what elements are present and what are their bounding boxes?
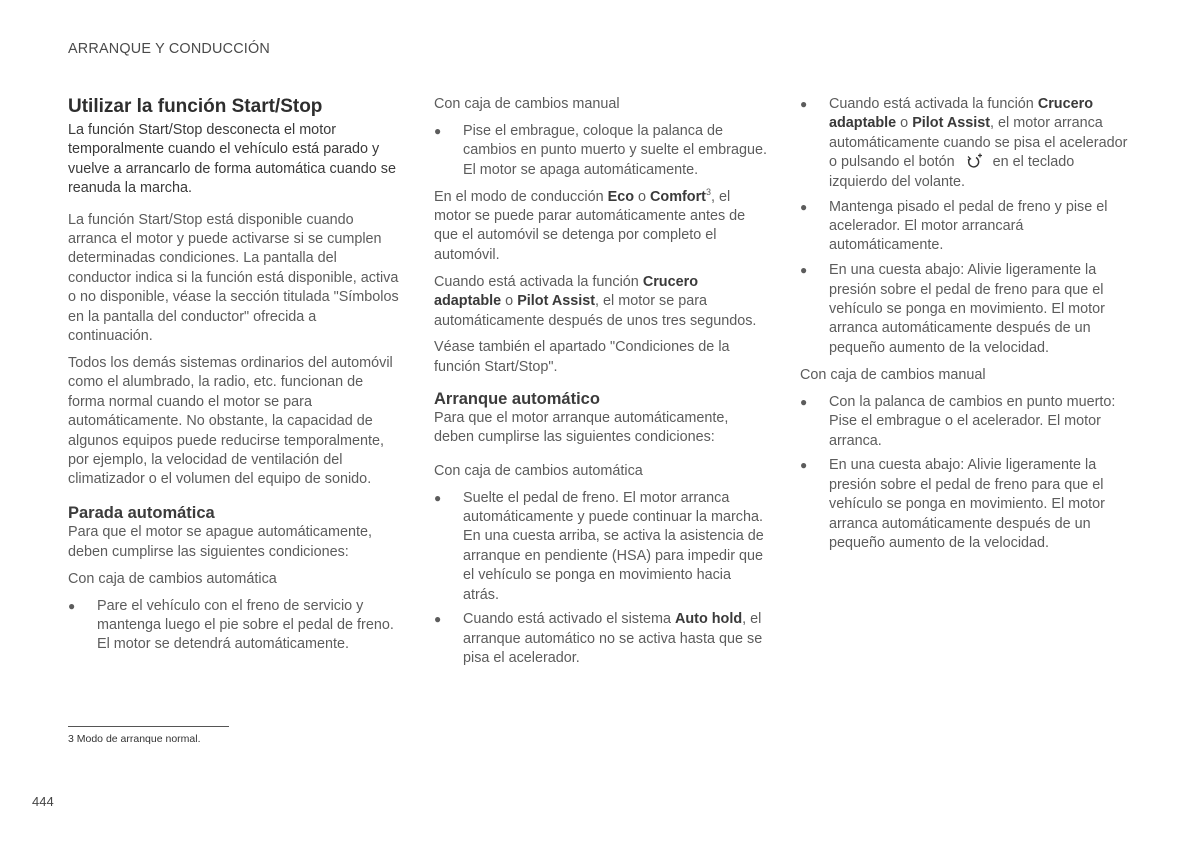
bullet-icon: ● <box>434 490 442 505</box>
bullet-list <box>800 95 1135 358</box>
list-item: ● Pare el vehículo con el freno de servicio y mantenga luego el pie sobre el pedal de freno. El motor se detendrá automáticamente. <box>68 597 394 653</box>
page-number: 444 <box>32 794 54 809</box>
subheading-automatic: Con caja de cambios automática <box>434 462 643 479</box>
list-item: ● Cuando está activado el sistema Auto hold, el arranque automático no se activa hasta que se pisa el acelerador. <box>434 611 763 667</box>
bullet-icon: ● <box>68 598 76 613</box>
section-title: Utilizar la función Start/Stop <box>68 96 323 117</box>
paragraph: La función Start/Stop está disponible cuando arranca el motor y puede activarse si se cumplen determinadas condiciones. La pantalla del conductor indica si la función está disponible, activa o no disponible, véase la sección titulada "Símbolos en la pantalla del conductor" ofrecida a continuación. <box>68 211 399 345</box>
column-1 <box>68 95 400 662</box>
list-item: ● Con la palanca de cambios en punto muerto: Pise el embrague o el acelerador. El motor arranca. <box>800 393 1116 449</box>
bullet-list <box>434 489 769 669</box>
list-item: ● Mantenga pisado el pedal de freno y pise el acelerador. El motor arrancará automáticamente. <box>800 198 1108 254</box>
bullet-list <box>68 597 400 655</box>
bullet-icon: ● <box>800 394 808 409</box>
paragraph: Cuando está activada la función Crucero adaptable o Pilot Assist, el motor se para automáticamente después de unos tres segundos. <box>434 273 757 329</box>
bullet-list <box>800 393 1135 554</box>
list-item: ● Pise el embrague, coloque la palanca de cambios en punto muerto y suelte el embrague. El motor se apaga automáticamente. <box>434 122 767 178</box>
subheading-manual: Con caja de cambios manual <box>800 366 986 383</box>
footnote: 3 Modo de arranque normal. <box>68 733 201 745</box>
subheading-automatic: Con caja de cambios automática <box>68 570 277 587</box>
column-2 <box>434 95 769 676</box>
paragraph: Para que el motor se apague automáticamente, deben cumplirse las siguientes condiciones: <box>68 524 372 560</box>
paragraph: En el modo de conducción Eco o Comfort$^3$, el motor se puede parar automáticamente antes de que el automóvil se detenga por completo el automóvil. <box>434 186 746 263</box>
footnote-divider <box>68 726 229 727</box>
cruise-resume-icon <box>963 153 985 169</box>
paragraph: Para que el motor arranque automáticamente, deben cumplirse las siguientes condiciones: <box>434 409 729 446</box>
list-item: ● Cuando está activada la función Crucero adaptable o Pilot Assist, el motor arranca automáticamente cuando se pisa el acelerador o pulsando el botón en el teclado izquierdo del volante. <box>800 96 1128 190</box>
bullet-icon: ● <box>800 263 808 278</box>
bullet-icon: ● <box>800 97 808 111</box>
paragraph: Todos los demás sistemas ordinarios del automóvil como el alumbrado, la radio, etc. funcionan de forma normal cuando el motor se para automáticamente. No obstante, la capacidad de algunos equipos puede reducirse temporalmente, por ejemplo, la velocidad de ventilación del climatizador o el volumen del equipo de sonido. <box>68 354 393 488</box>
bullet-icon: ● <box>434 612 442 627</box>
subsection-title-arranque: Arranque automático <box>434 389 600 408</box>
paragraph: Véase también el apartado "Condiciones de la función Start/Stop". <box>434 339 730 375</box>
section-header: ARRANQUE Y CONDUCCIÓN <box>68 41 270 57</box>
list-item: ● Suelte el pedal de freno. El motor arranca automáticamente y puede continuar la marcha. En una cuesta arriba, se activa la asistencia de arranque en pendiente (HSA) para impedir que el vehículo se ponga en movimiento hacia atrás. <box>434 489 764 603</box>
intro-paragraph: La función Start/Stop desconecta el motor temporalmente cuando el vehículo está parado y vuelve a arrancarlo de forma automática cuando se reanuda la marcha. <box>68 122 396 197</box>
list-item: ● En una cuesta abajo: Alivie ligeramente la presión sobre el pedal de freno para que el vehículo se ponga en movimiento. El motor arranca automáticamente después de un pequeño aumento de la velocidad. <box>800 457 1105 552</box>
list-item: ● En una cuesta abajo: Alivie ligeramente la presión sobre el pedal de freno para que el vehículo se ponga en movimiento. El motor arranca automáticamente después de un pequeño aumento de la velocidad. <box>800 262 1105 356</box>
bullet-list <box>434 122 769 180</box>
footnote-ref: 3 <box>705 186 711 197</box>
subsection-title-parada: Parada automática <box>68 504 215 523</box>
bullet-icon: ● <box>800 458 808 473</box>
bullet-icon: ● <box>434 123 442 138</box>
subheading-manual: Con caja de cambios manual <box>434 96 620 112</box>
bullet-icon: ● <box>800 199 808 214</box>
column-3 <box>800 95 1135 561</box>
